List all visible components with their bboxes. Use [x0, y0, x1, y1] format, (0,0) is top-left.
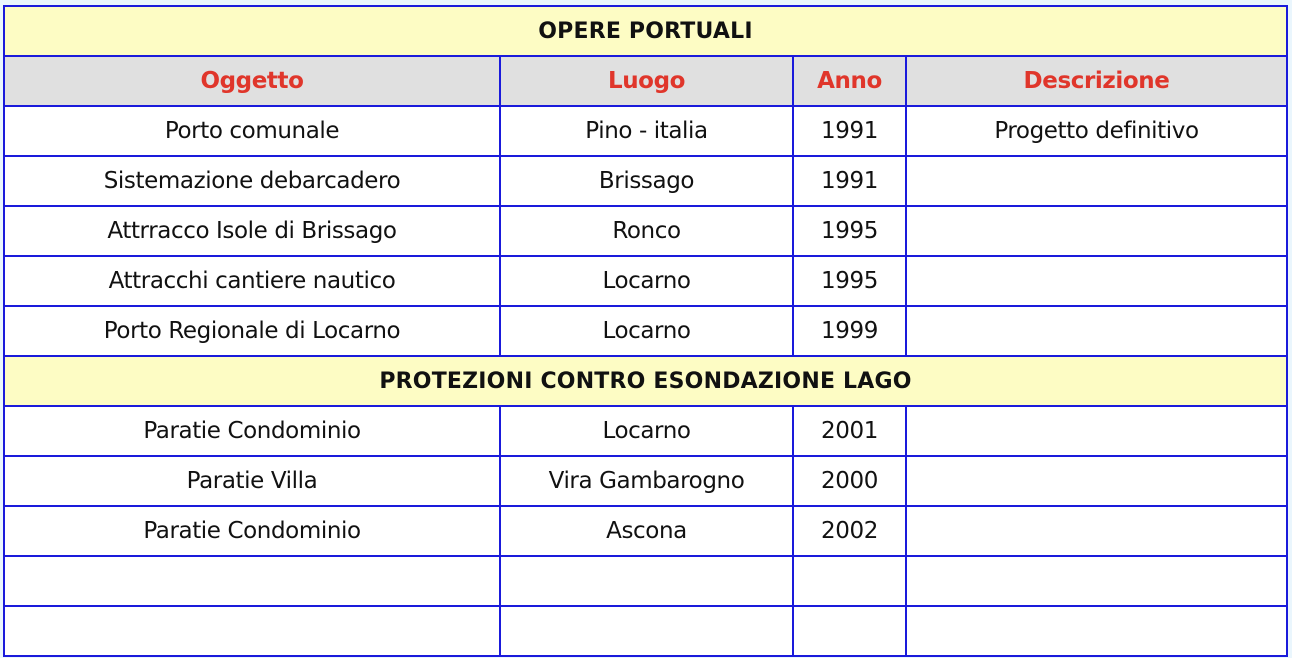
cell-luogo: Locarno	[500, 306, 793, 356]
cell-descrizione	[906, 506, 1287, 556]
cell-descrizione	[906, 556, 1287, 606]
cell-descrizione	[906, 456, 1287, 506]
cell-descrizione	[906, 406, 1287, 456]
cell-oggetto: Porto Regionale di Locarno	[4, 306, 500, 356]
cell-oggetto: Paratie Condominio	[4, 506, 500, 556]
cell-oggetto: Attrracco Isole di Brissago	[4, 206, 500, 256]
cell-anno: 1995	[793, 256, 906, 306]
cell-descrizione	[906, 306, 1287, 356]
cell-anno	[793, 606, 906, 656]
table-row	[4, 406, 1287, 456]
cell-luogo: Brissago	[500, 156, 793, 206]
cell-anno	[793, 556, 906, 606]
cell-descrizione	[906, 606, 1287, 656]
table-row	[4, 556, 1287, 606]
cell-anno: 2001	[793, 406, 906, 456]
cell-luogo: Locarno	[500, 256, 793, 306]
cell-anno: 2002	[793, 506, 906, 556]
cell-descrizione	[906, 256, 1287, 306]
column-header-luogo: Luogo	[500, 56, 793, 106]
cell-luogo: Ascona	[500, 506, 793, 556]
column-header-row	[4, 56, 1287, 106]
column-header-anno: Anno	[793, 56, 906, 106]
cell-oggetto	[4, 556, 500, 606]
cell-anno: 2000	[793, 456, 906, 506]
section-title: PROTEZIONI CONTRO ESONDAZIONE LAGO	[4, 356, 1287, 406]
cell-luogo	[500, 556, 793, 606]
column-header-descrizione: Descrizione	[906, 56, 1287, 106]
cell-oggetto	[4, 606, 500, 656]
table-row	[4, 506, 1287, 556]
cell-oggetto: Paratie Condominio	[4, 406, 500, 456]
cell-anno: 1999	[793, 306, 906, 356]
projects-table-container	[3, 5, 1286, 657]
cell-luogo	[500, 606, 793, 656]
column-header-oggetto: Oggetto	[4, 56, 500, 106]
cell-luogo: Ronco	[500, 206, 793, 256]
table-row	[4, 306, 1287, 356]
cell-anno: 1991	[793, 106, 906, 156]
cell-anno: 1991	[793, 156, 906, 206]
table-row	[4, 106, 1287, 156]
table-row	[4, 156, 1287, 206]
section-header-row	[4, 356, 1287, 406]
table-row	[4, 256, 1287, 306]
table-row	[4, 606, 1287, 656]
section-title: OPERE PORTUALI	[4, 6, 1287, 56]
cell-luogo: Vira Gambarogno	[500, 456, 793, 506]
table-row	[4, 206, 1287, 256]
projects-table	[3, 5, 1288, 657]
cell-descrizione	[906, 206, 1287, 256]
section-header-row	[4, 6, 1287, 56]
cell-anno: 1995	[793, 206, 906, 256]
cell-descrizione	[906, 156, 1287, 206]
cell-descrizione: Progetto definitivo	[906, 106, 1287, 156]
cell-oggetto: Paratie Villa	[4, 456, 500, 506]
cell-oggetto: Sistemazione debarcadero	[4, 156, 500, 206]
cell-oggetto: Attracchi cantiere nautico	[4, 256, 500, 306]
cell-luogo: Pino - italia	[500, 106, 793, 156]
cell-luogo: Locarno	[500, 406, 793, 456]
cell-oggetto: Porto comunale	[4, 106, 500, 156]
table-row	[4, 456, 1287, 506]
